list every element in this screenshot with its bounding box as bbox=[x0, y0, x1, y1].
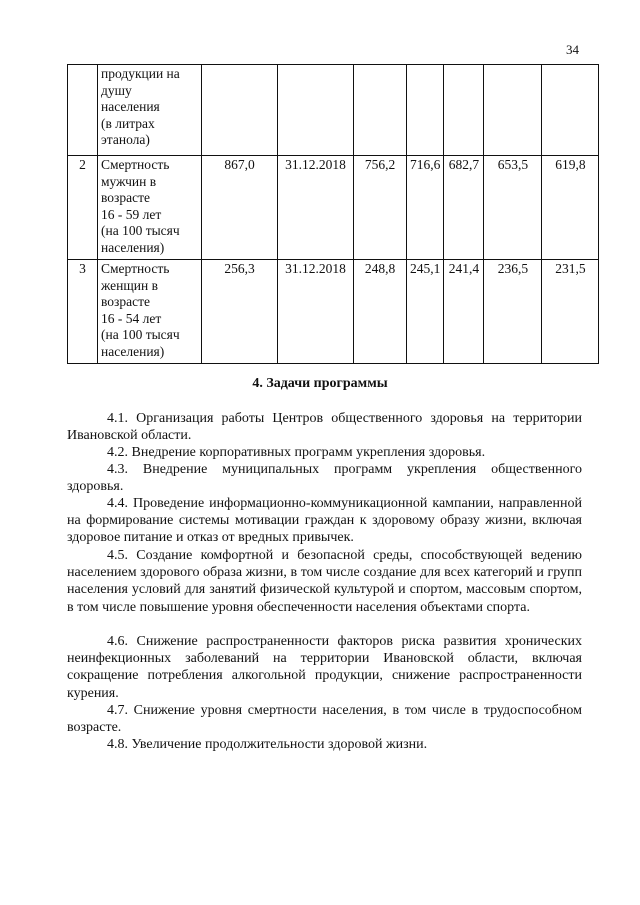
section-heading: 4. Задачи программы bbox=[252, 376, 388, 391]
value-2: 245,1 bbox=[407, 260, 444, 364]
page-number: 34 bbox=[566, 42, 579, 57]
value-4: 653,5 bbox=[484, 156, 542, 260]
value-1: 756,2 bbox=[354, 156, 407, 260]
task-item: 4.5. Создание комфортной и безопасной среды, способствующей ведению населением здорового образа жизни, в том числе создание для всех категорий и групп населения условий для занятий физической культурой и спортом, массовым спортом, в том числе повышение уровня обеспеченности населения объектами спорта. bbox=[67, 548, 582, 615]
indicators-table bbox=[67, 64, 599, 364]
task-item: 4.2. Внедрение корпоративных программ укрепления здоровья. bbox=[107, 445, 486, 460]
task-item: 4.7. Снижение уровня смертности населения, в том числе в трудоспособном возрасте. bbox=[67, 703, 582, 736]
value-3: 241,4 bbox=[444, 260, 484, 364]
task-item: 4.8. Увеличение продолжительности здоровой жизни. bbox=[107, 737, 428, 752]
value-5: 619,8 bbox=[542, 156, 599, 260]
base-value bbox=[202, 65, 278, 156]
value-5: 231,5 bbox=[542, 260, 599, 364]
table-row bbox=[68, 260, 599, 364]
row-number: 2 bbox=[68, 156, 98, 260]
task-item: 4.3. Внедрение муниципальных программ укрепления общественного здоровья. bbox=[67, 462, 582, 495]
table-row bbox=[68, 65, 599, 156]
task-item: 4.4. Проведение информационно-коммуникационной кампании, направленной на формирование системы мотивации граждан к здоровому образу жизни, включая здоровое питание и отказ от вредных привычек. bbox=[67, 496, 582, 546]
base-value: 256,3 bbox=[202, 260, 278, 364]
value-5 bbox=[542, 65, 599, 156]
value-2 bbox=[407, 65, 444, 156]
value-4 bbox=[484, 65, 542, 156]
value-4: 236,5 bbox=[484, 260, 542, 364]
value-1 bbox=[354, 65, 407, 156]
base-value: 867,0 bbox=[202, 156, 278, 260]
task-item: 4.6. Снижение распространенности факторов риска развития хронических неинфекционных заболеваний на территории Ивановской области, включая сокращение потребления алкогольной продукции, снижение распространенности курения. bbox=[67, 634, 582, 701]
value-1: 248,8 bbox=[354, 260, 407, 364]
value-3 bbox=[444, 65, 484, 156]
base-date: 31.12.2018 bbox=[278, 156, 354, 260]
value-2: 716,6 bbox=[407, 156, 444, 260]
row-number: 3 bbox=[68, 260, 98, 364]
indicator-name: Смертность мужчин в возрасте 16 - 59 лет (на 100 тысяч населения) bbox=[98, 156, 202, 260]
task-item: 4.1. Организация работы Центров общественного здоровья на территории Ивановской области. bbox=[67, 411, 582, 444]
table-row bbox=[68, 156, 599, 260]
value-3: 682,7 bbox=[444, 156, 484, 260]
indicator-name: продукции на душу населения (в литрах этанола) bbox=[98, 65, 202, 156]
base-date bbox=[278, 65, 354, 156]
row-number bbox=[68, 65, 98, 156]
indicator-name: Смертность женщин в возрасте 16 - 54 лет (на 100 тысяч населения) bbox=[98, 260, 202, 364]
base-date: 31.12.2018 bbox=[278, 260, 354, 364]
